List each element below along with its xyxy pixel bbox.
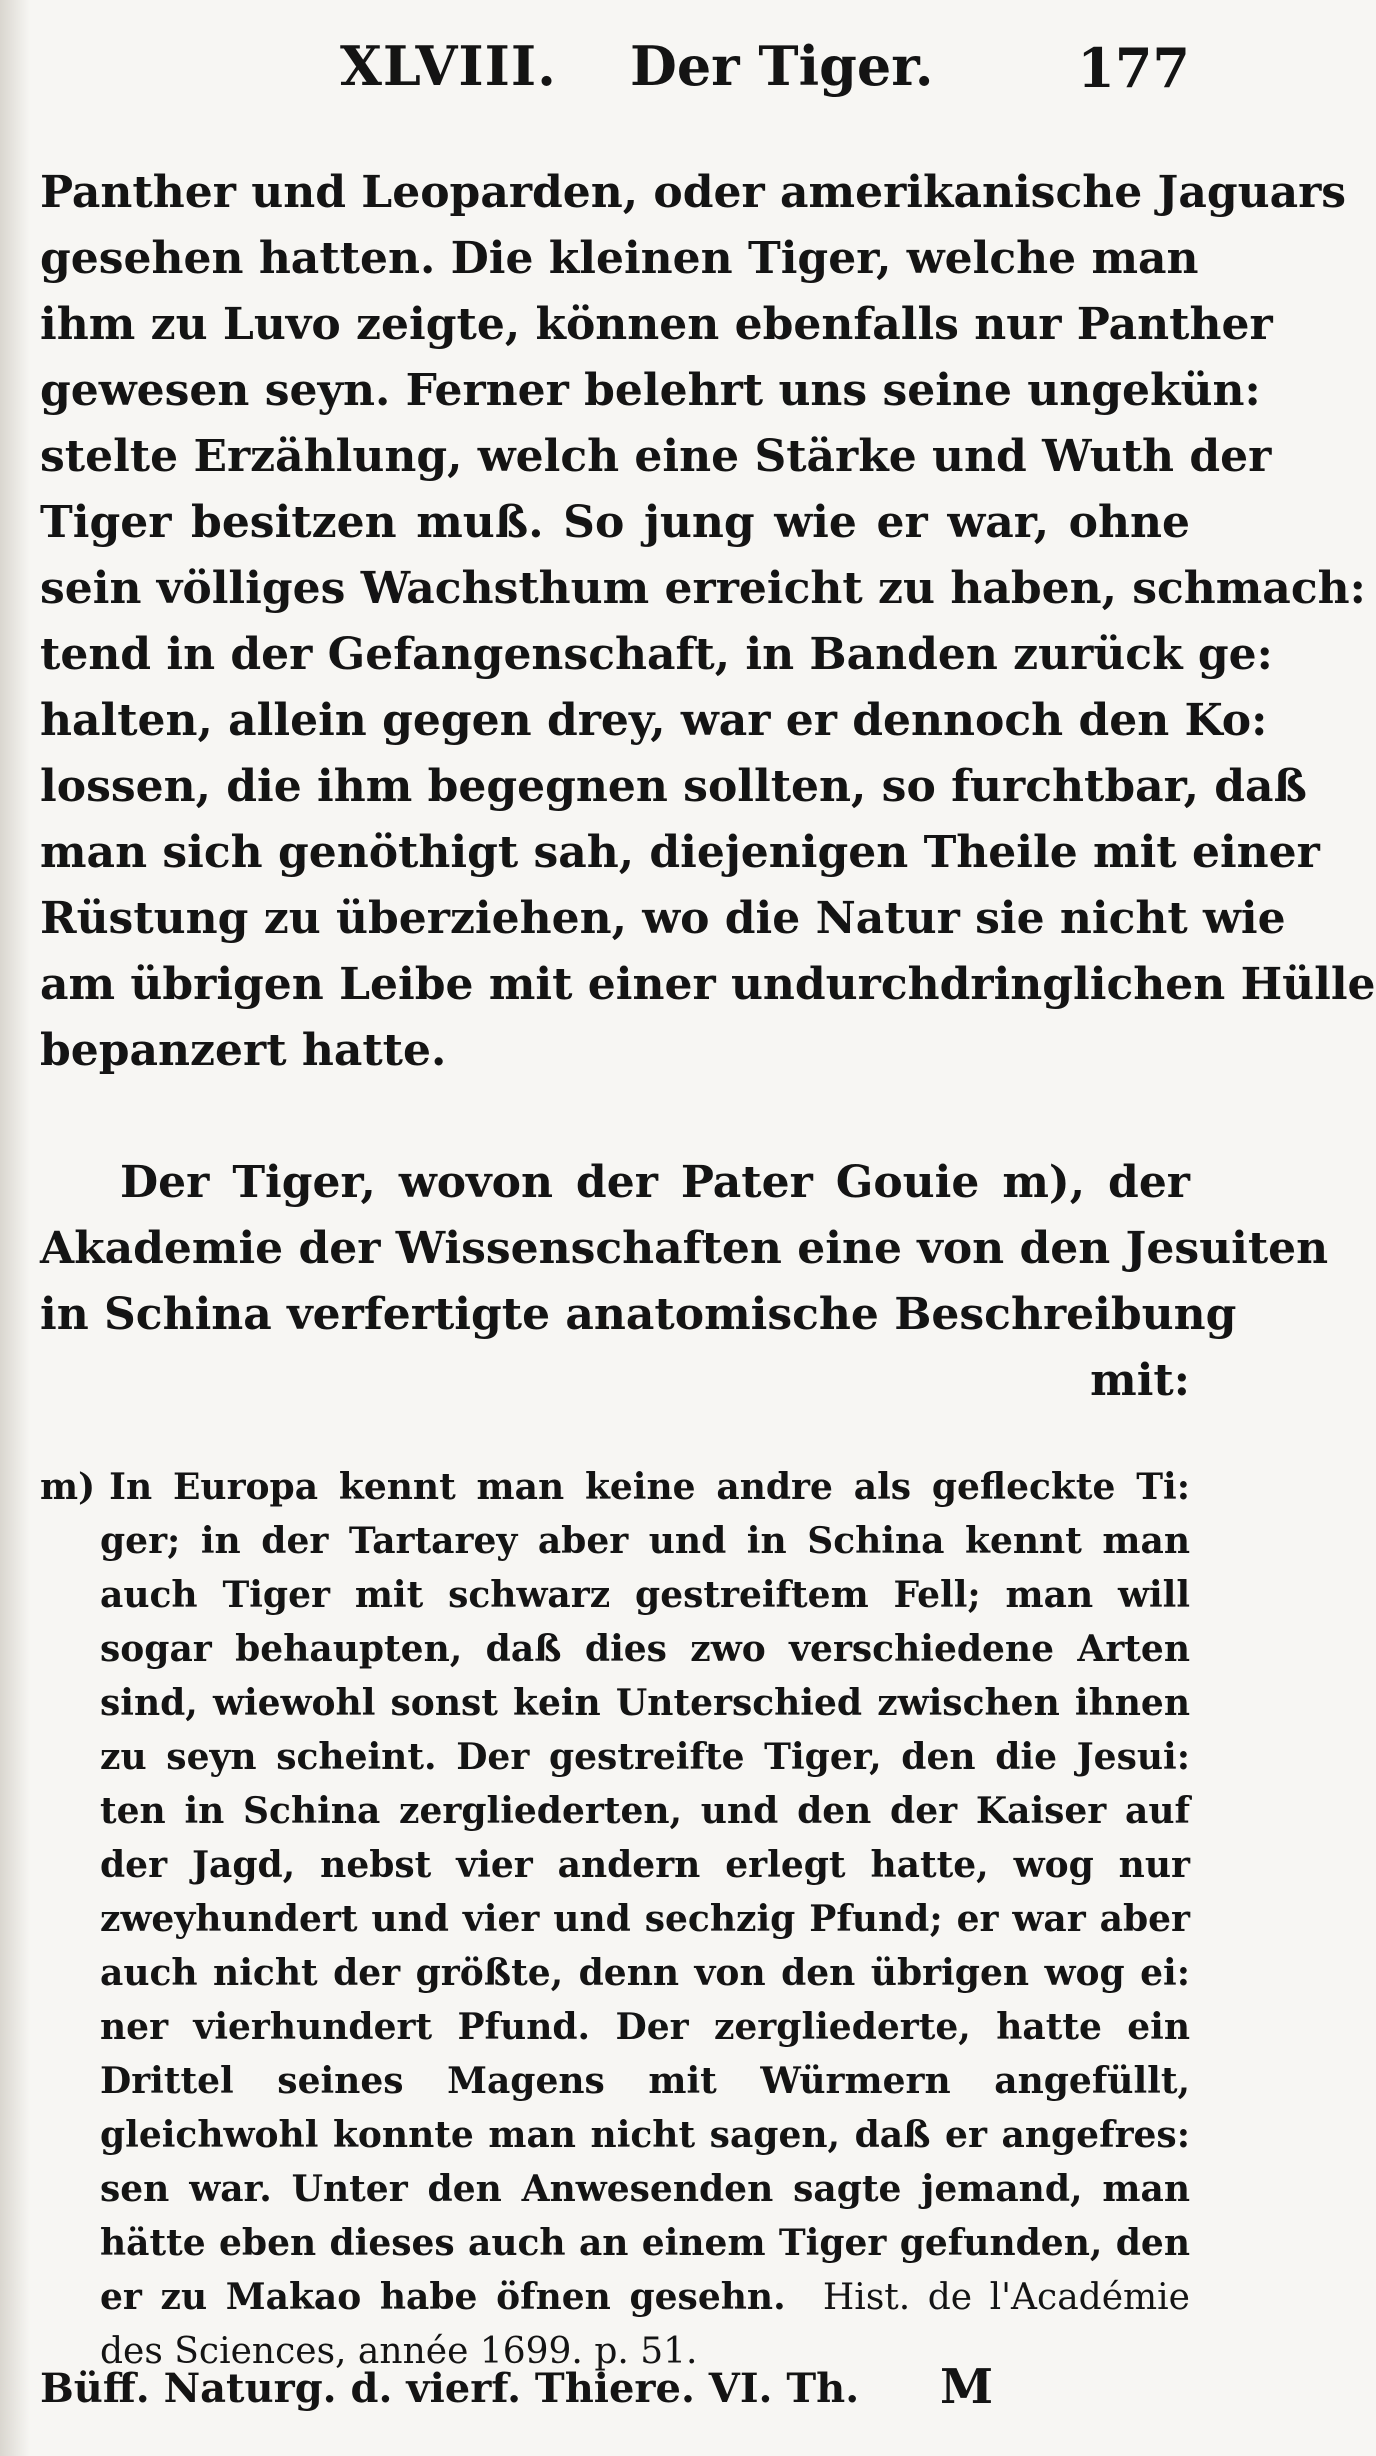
main-text xyxy=(40,160,1376,1414)
paragraph-gap xyxy=(40,1084,1190,1150)
text-line: bepanzert hatte. xyxy=(40,1025,447,1076)
text-line: ihm zu Luvo zeigte, können ebenfalls nur Panther xyxy=(40,299,1273,350)
footnote-line: sogar behaupten, daß dies zwo verschiedene Arten xyxy=(100,1628,1190,1670)
catchword: mit: xyxy=(1090,1355,1190,1406)
footnote-text: In Europa kennt man keine andre als gefleckte Ti: xyxy=(109,1466,1190,1508)
text-line: lossen, die ihm begegnen sollten, so furchtbar, daß xyxy=(40,761,1307,812)
footnote-line: auch Tiger mit schwarz gestreiftem Fell; man will xyxy=(100,1574,1190,1616)
signature-mark: M xyxy=(940,2359,994,2415)
footnote-line: sind, wiewohl sonst kein Unterschied zwischen ihnen xyxy=(100,1682,1190,1724)
chapter-number: XLVIII. xyxy=(340,34,557,98)
footnote-line: ten in Schina zergliederten, und den der Kaiser auf xyxy=(100,1790,1190,1832)
text-line: gesehen hatten. Die kleinen Tiger, welche man xyxy=(40,233,1199,284)
footnote-line: zweyhundert und vier und sechzig Pfund; er war aber xyxy=(100,1898,1190,1940)
footnote-marker: m) xyxy=(40,1466,96,1508)
text-line: halten, allein gegen drey, war er dennoch den Ko: xyxy=(40,695,1268,746)
book-page xyxy=(40,30,1376,2430)
text-line: Der Tiger, wovon der Pater Gouie m), der xyxy=(120,1157,1190,1208)
citation-last: des Sciences, année 1699. p. 51. xyxy=(100,2331,698,2372)
text-line: sein völliges Wachsthum erreicht zu haben, schmach: xyxy=(40,563,1366,614)
signature-line xyxy=(40,2359,1190,2425)
footnote-line: der Jagd, nebst vier andern erlegt hatte, wog nur xyxy=(100,1844,1190,1886)
footnote-line: sen war. Unter den Anwesenden sagte jemand, man xyxy=(100,2168,1190,2210)
page-edge-shadow xyxy=(0,0,30,2456)
text-line: am übrigen Leibe mit einer undurchdringlichen Hülle xyxy=(40,959,1376,1010)
page-number: 177 xyxy=(1077,36,1190,100)
footnote-line: ger; in der Tartarey aber und in Schina kennt man xyxy=(100,1520,1190,1562)
footnote-line: hätte eben dieses auch an einem Tiger gefunden, den xyxy=(100,2222,1190,2264)
text-line: Rüstung zu überziehen, wo die Natur sie nicht wie xyxy=(40,893,1286,944)
footnote-text: er zu Makao habe öfnen gesehn. xyxy=(100,2276,786,2318)
footnote-line: Drittel seines Magens mit Würmern angefüllt, xyxy=(100,2060,1190,2102)
text-line: gewesen seyn. Ferner belehrt uns seine ungekün: xyxy=(40,365,1261,416)
citation-inline: Hist. de l'Académie xyxy=(822,2277,1190,2318)
text-line: tend in der Gefangenschaft, in Banden zurück ge: xyxy=(40,629,1273,680)
running-header xyxy=(40,30,1190,120)
footnote-line: gleichwohl konnte man nicht sagen, daß er angefres: xyxy=(100,2114,1190,2156)
footnote-line: zu seyn scheint. Der gestreifte Tiger, den die Jesui: xyxy=(100,1736,1190,1778)
running-title: Der Tiger. xyxy=(630,34,934,98)
text-line: man sich genöthigt sah, diejenigen Theile mit einer xyxy=(40,827,1320,878)
footnote-line xyxy=(40,1460,1190,1514)
footnote xyxy=(40,1460,1190,2378)
footnote-line xyxy=(40,2270,1190,2324)
footnote-line: auch nicht der größte, denn von den übrigen wog ei: xyxy=(100,1952,1190,1994)
footnote-line: ner vierhundert Pfund. Der zergliederte, hatte ein xyxy=(100,2006,1190,2048)
text-line: Tiger besitzen muß. So jung wie er war, ohne xyxy=(40,497,1190,548)
text-line: in Schina verfertigte anatomische Beschreibung xyxy=(40,1289,1237,1340)
signature-text: Büff. Naturg. d. vierf. Thiere. VI. Th. xyxy=(40,2365,860,2412)
text-line: Panther und Leoparden, oder amerikanische Jaguars xyxy=(40,167,1347,218)
text-line: Akademie der Wissenschaften eine von den Jesuiten xyxy=(40,1223,1329,1274)
text-line: stelte Erzählung, welch eine Stärke und Wuth der xyxy=(40,431,1272,482)
